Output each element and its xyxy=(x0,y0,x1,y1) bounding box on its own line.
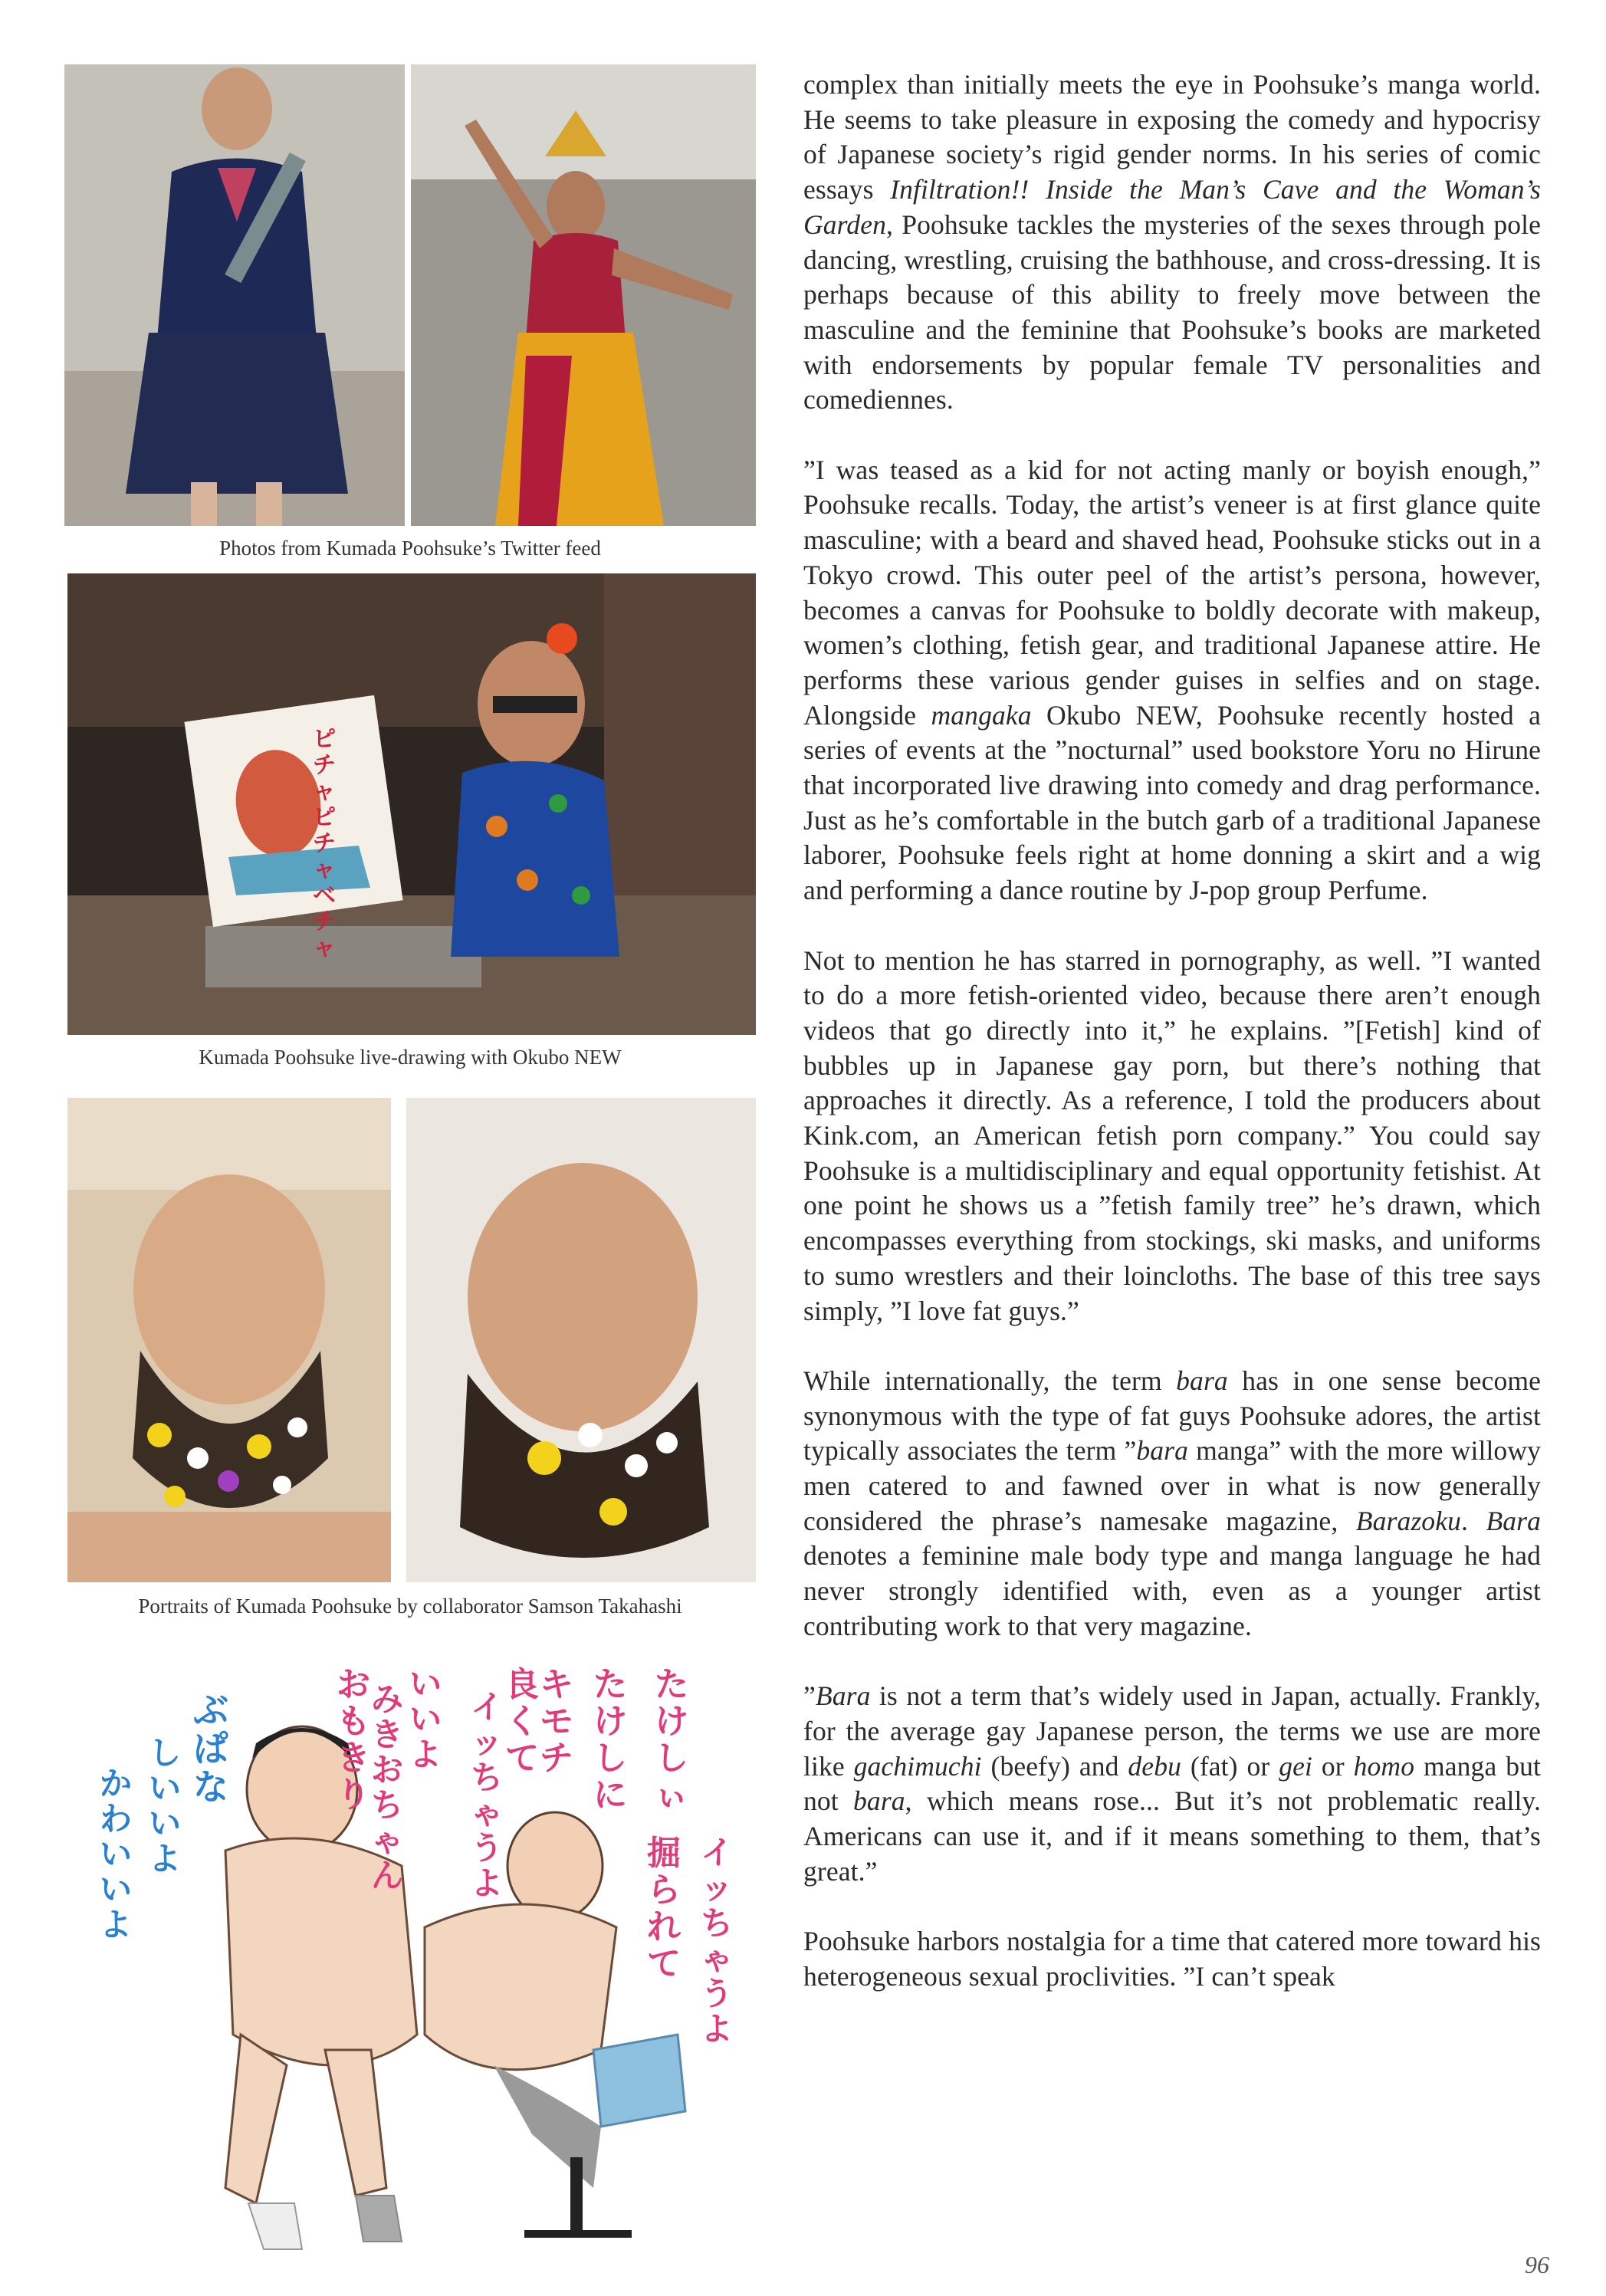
manga-text-col10: たけしに xyxy=(593,1665,627,1815)
italic-term: debu xyxy=(1128,1750,1181,1782)
article-paragraph-4 xyxy=(803,1364,1541,1644)
italic-term: Bara xyxy=(1486,1505,1541,1536)
article-paragraph-3 xyxy=(803,944,1541,1329)
italic-term: Infiltration!! Inside the Man’s Cave and the Woman’s Garden xyxy=(803,174,1541,240)
text-run: complex than initially meets the eye in Poohsuke’s manga world. He seems to take pleasure in exposing the comedy and hypocrisy of Japanese society’s rigid gender norms. In his series of comic essays xyxy=(803,69,1541,205)
article-paragraph-5 xyxy=(803,1679,1541,1889)
text-run: or xyxy=(1312,1750,1354,1782)
photo-live-drawing xyxy=(67,573,756,1035)
manga-text-col4: おもきり xyxy=(337,1665,370,1815)
text-run: Poohsuke harbors nostalgia for a time that catered more toward his heterogeneous sexual proclivities. ”I can’t speak xyxy=(803,1926,1541,1992)
text-run: has in one sense become synonymous with the type of fat guys Poohsuke adores, the artist typically associates the term ” xyxy=(803,1365,1541,1467)
italic-term: mangaka xyxy=(931,699,1032,731)
manga-text-col11: たけしぃ xyxy=(655,1665,688,1815)
left-image-column xyxy=(64,64,756,2280)
italic-term: homo xyxy=(1353,1750,1415,1782)
italic-term: bara xyxy=(1176,1365,1228,1396)
text-run: Not to mention he has starred in pornography, as well. ”I wanted to do a more fetish-oriented video, because there aren’t enough videos that go directly into it,” he explains. ”[Fetish] kind of bubbles up in Japanese gay porn, but there’s nothing that approaches it directly. As a reference, I told the producers about Kink.com, an American fetish porn company.” You could say Poohsuke is a multidisciplinary and equal opportunity fetishist. At one point he shows us a ”fetish family tree” he’s drawn, which encompasses everything from stockings, ski masks, and uniforms to sumo wrestlers and their loincloths. The base of this tree says simply, ”I love fat guys.” xyxy=(803,944,1541,1326)
photo-sailor-uniform xyxy=(64,64,405,526)
manga-text-col9: イッちゃうよ xyxy=(471,1688,504,1902)
italic-term: Bara xyxy=(815,1680,871,1712)
photo-portrait-side xyxy=(406,1098,756,1582)
italic-term: bara xyxy=(853,1785,905,1817)
caption-portraits: Portraits of Kumada Poohsuke by collaborator Samson Takahashi xyxy=(138,1595,682,1618)
caption-live-drawing: Kumada Poohsuke live-drawing with Okubo NEW xyxy=(199,1046,622,1069)
manga-text-col2: しいいよ xyxy=(149,1734,182,1877)
text-run: ” xyxy=(803,1680,816,1712)
manga-text-col8: 良くて xyxy=(505,1665,539,1778)
text-run: (fat) or xyxy=(1181,1750,1279,1782)
manga-text-col6: みきおちゃん xyxy=(371,1680,404,1894)
text-run: , which means rose... But it’s not problematic really. Americans can use it, and if it means something to them, that’s great.” xyxy=(803,1785,1541,1887)
article-paragraph-6 xyxy=(803,1924,1541,1994)
text-run: Okubo NEW, Poohsuke recently hosted a series of events at the ”nocturnal” used bookstore Yoru no Hirune that incorporated live drawing into comedy and drag performance. Just as he’s comfortable in the butch garb of a traditional Japanese laborer, Poohsuke feels right at home donning a skirt and a wig and performing a dance routine by J-pop group Perfume. xyxy=(803,699,1541,906)
text-run: manga but not xyxy=(803,1750,1541,1817)
text-run: While internationally, the term xyxy=(803,1365,1177,1396)
photo-portrait-front xyxy=(67,1098,391,1582)
text-run: , Poohsuke tackles the mysteries of the sexes through pole dancing, wrestling, cruising the bathhouse, and cross-dressing. It is perhaps because of this ability to freely move between the masculine and the feminine that Poohsuke’s books are marketed with endorsements by popular female TV personalities and comediennes. xyxy=(803,209,1541,416)
manga-illustration xyxy=(64,1636,756,2280)
text-run: manga” with the more willowy men catered to and fawned over in what is now generally considered the phrase’s namesake magazine, xyxy=(803,1435,1542,1536)
caption-twitter-photos: Photos from Kumada Poohsuke’s Twitter feed xyxy=(219,537,601,560)
manga-text-col12: イッちゃうよ xyxy=(701,1834,734,2048)
article-paragraph-2 xyxy=(803,453,1541,908)
italic-term: gachimuchi xyxy=(853,1750,982,1782)
italic-term: Barazoku xyxy=(1355,1505,1461,1536)
manga-text-col13: 掘られて xyxy=(647,1834,681,1983)
text-run: ”I was teased as a kid for not acting manly or boyish enough,” Poohsuke recalls. Today, the artist’s veneer is at first glance quite masculine; with a beard and shaved head, Poohsuke sticks out in a Tokyo crowd. This outer peel of the artist’s persona, however, becomes a canvas for Poohsuke to boldly decorate with makeup, women’s clothing, fetish gear, and traditional Japanese attire. He performs these various gender guises in selfies and on stage. Alongside xyxy=(803,454,1541,731)
manga-text-col5: いいよ xyxy=(409,1665,442,1773)
text-run: . xyxy=(1460,1505,1486,1536)
article-text-column xyxy=(803,67,1541,1995)
sketch-sfx-text: ピチャ ピチャ ベチャ xyxy=(313,726,336,961)
manga-text-col7: キモチ xyxy=(540,1665,573,1778)
photo-dance-costume xyxy=(411,64,756,526)
page-number: 96 xyxy=(1525,2251,1549,2278)
italic-term: bara xyxy=(1136,1435,1188,1467)
article-paragraph-1 xyxy=(803,67,1541,418)
text-run: (beefy) and xyxy=(981,1750,1128,1782)
manga-text-col3: かわいいよ xyxy=(100,1765,133,1943)
manga-text-col1: ぶぱな xyxy=(193,1690,228,1808)
text-run: denotes a feminine male body type and manga language he had never strongly identified with, even as a younger artist contributing work to that very magazine. xyxy=(803,1540,1541,1641)
italic-term: gei xyxy=(1279,1750,1312,1782)
text-run: is not a term that’s widely used in Japan, actually. Frankly, for the average gay Japanese person, the terms we use are more like xyxy=(803,1680,1541,1782)
